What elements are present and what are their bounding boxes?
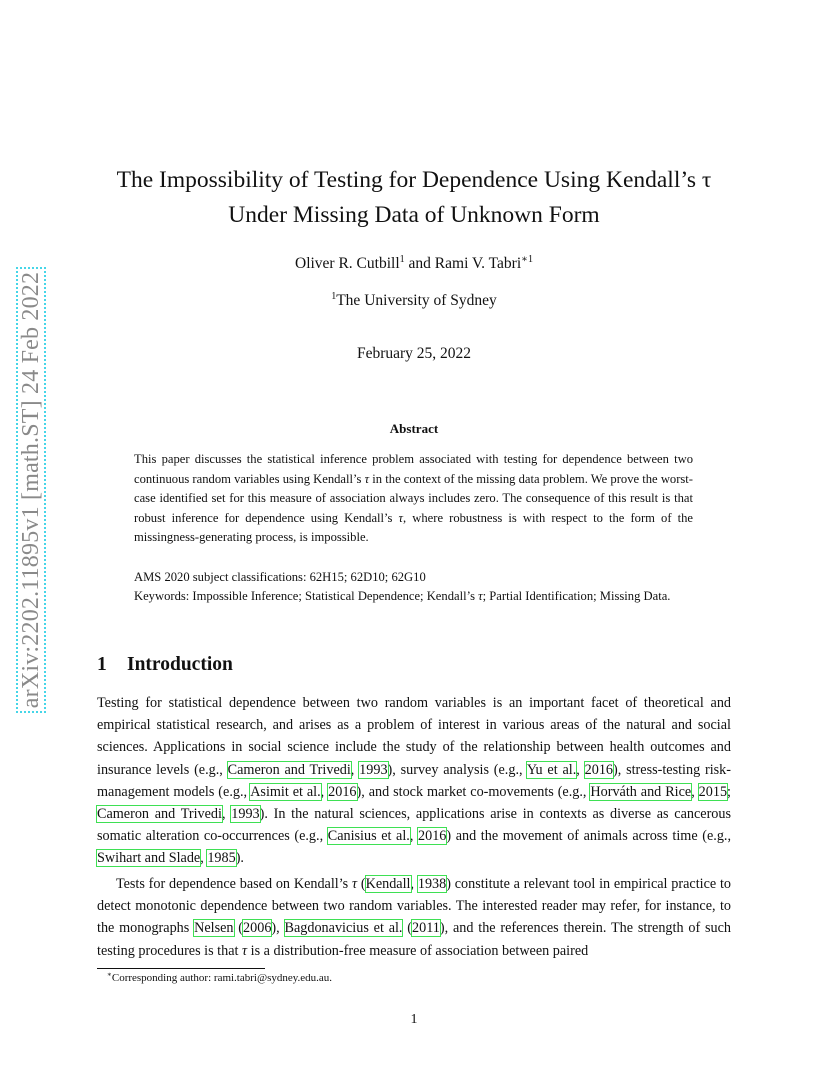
paper-date: February 25, 2022 — [356, 345, 472, 362]
section-title: Introduction — [127, 654, 233, 675]
author-list — [0, 255, 828, 273]
citation-link[interactable]: Bagdonavicius et al. — [284, 920, 403, 937]
tau-symbol: τ — [242, 942, 248, 959]
abstract-text: This paper discusses the statistical inference problem associated with testing for dependence between two continuous random variables using Kendall’s — [134, 452, 693, 486]
citation-separator: ; — [727, 783, 731, 800]
footnote-divider — [97, 968, 265, 969]
arxiv-date: 24 Feb 2022 — [18, 271, 44, 394]
citation-separator: , — [320, 783, 329, 800]
affiliation-name: The University of Sydney — [336, 292, 497, 309]
body-text: ), and the references therein. The strength of such testing procedures is that — [97, 920, 731, 959]
keywords — [134, 587, 693, 607]
keywords-text: ; Partial Identification; Missing Data. — [482, 589, 671, 603]
citation-link[interactable]: Swihart and Slade — [97, 850, 201, 867]
affiliation-mark: 1 — [331, 290, 337, 302]
tau-symbol: τ — [364, 471, 370, 486]
section-number: 1 — [97, 654, 107, 675]
body-text: ), and stock market co-movements (e.g., — [356, 783, 591, 800]
abstract-text: , where robustness is with respect to the form of the missingness-generating process, is impossible. — [134, 510, 693, 545]
citation-separator: , — [410, 876, 418, 892]
author-conjunction: and — [404, 255, 435, 272]
citation-link[interactable]: Kendall — [365, 876, 411, 892]
body-text: ). — [235, 850, 244, 867]
body-text: is a distribution-free measure of association between paired — [247, 942, 589, 959]
citation-year-link[interactable]: 1993 — [359, 761, 388, 778]
citation-link[interactable]: Yu et al. — [526, 761, 577, 778]
ams-classification: AMS 2020 subject classifications: 62H15; 62D10; 62G10 — [134, 570, 426, 584]
citation-separator: ( — [233, 920, 244, 937]
body-text: Tests for dependence based on Kendall’s — [115, 876, 352, 892]
citation-year-link[interactable]: 2006 — [243, 920, 272, 937]
body-text: ( — [357, 876, 366, 892]
citation-separator: ( — [402, 920, 413, 937]
body-text: ) and the movement of animals across time (e.g., — [446, 828, 732, 845]
body-text: ). In the natural sciences, applications arise in contexts as diverse as cancerous somatic alteration co-occurrences (e.g., — [97, 806, 731, 845]
citation-link[interactable]: Canisius et al. — [327, 828, 410, 845]
citation-separator: ), — [271, 920, 285, 937]
paper-title-line-1: The Impossibility of Testing for Dependence Using Kendall’s τ — [116, 167, 712, 193]
body-text: ), stress-testing risk-management models (e.g., — [97, 761, 731, 800]
intro-paragraph-1 — [97, 692, 731, 870]
page-number: 1 — [410, 1012, 418, 1027]
citation-link[interactable]: Cameron and Trivedi — [227, 761, 351, 778]
abstract-text: in the context of the missing data problem. We prove the worst-case identified set for this measure of association always includes zero. The consequence of this result is that robust inference for dependence using Kendall’s — [134, 471, 693, 525]
citation-year-link[interactable]: 2016 — [328, 783, 357, 800]
citation-year-link[interactable]: 1993 — [231, 806, 260, 823]
author-name: Oliver R. Cutbill — [295, 255, 400, 272]
intro-paragraph-2 — [97, 873, 731, 962]
body-text: ) constitute a relevant tool in empirical practice to detect monotonic dependence between two random variables. The interested reader may refer, for instance, to the monographs — [97, 876, 731, 937]
citation-link[interactable]: Nelsen — [194, 920, 234, 937]
tau-symbol: τ — [351, 876, 358, 892]
citation-year-link[interactable]: 2015 — [698, 783, 728, 800]
citation-year-link[interactable]: 2016 — [418, 828, 447, 845]
citation-separator: , — [409, 828, 418, 845]
abstract-heading: Abstract — [389, 421, 439, 436]
citation-separator: , — [200, 850, 208, 867]
body-text: ), survey analysis (e.g., — [387, 761, 527, 778]
arxiv-category: [math.ST] — [18, 400, 44, 500]
citation-separator: , — [691, 783, 699, 800]
citation-separator: , — [221, 806, 232, 823]
citation-link[interactable]: Asimit et al. — [250, 783, 321, 800]
citation-year-link[interactable]: 1938 — [417, 876, 447, 892]
citation-link[interactable]: Horváth and Rice — [590, 783, 692, 800]
citation-year-link[interactable]: 2016 — [584, 761, 613, 778]
author-name: Rami V. Tabri — [434, 255, 522, 272]
citation-separator: , — [350, 761, 360, 778]
arxiv-id: arXiv:2202.11895v1 — [18, 506, 44, 709]
citation-year-link[interactable]: 1985 — [207, 850, 236, 867]
citation-year-link[interactable]: 2011 — [412, 920, 440, 937]
citation-separator: , — [576, 761, 585, 778]
citation-link[interactable]: Cameron and Trivedi — [97, 806, 222, 823]
tau-symbol: τ — [398, 510, 404, 525]
affiliation — [0, 292, 828, 310]
abstract-body — [134, 450, 693, 548]
footnote-mark: ∗ — [107, 970, 112, 979]
footnote — [107, 972, 332, 984]
author-affiliation-mark: 1 — [399, 253, 405, 265]
author-affiliation-mark: ∗1 — [521, 253, 533, 265]
keywords-text: Keywords: Impossible Inference; Statistical Dependence; Kendall’s — [134, 589, 479, 603]
section-heading — [97, 654, 233, 676]
footnote-text: Corresponding author: rami.tabri@sydney.edu.au. — [111, 972, 333, 984]
paper-title-line-2: Under Missing Data of Unknown Form — [228, 202, 600, 228]
tau-symbol: τ — [478, 589, 483, 603]
body-text: Testing for statistical dependence between two random variables is an important facet of theoretical and empirical statistical research, and arises as a problem of interest in various areas of the natural and social sciences. Applications in social science include the study of the relationship between health outcomes and insurance levels (e.g., — [97, 695, 731, 778]
